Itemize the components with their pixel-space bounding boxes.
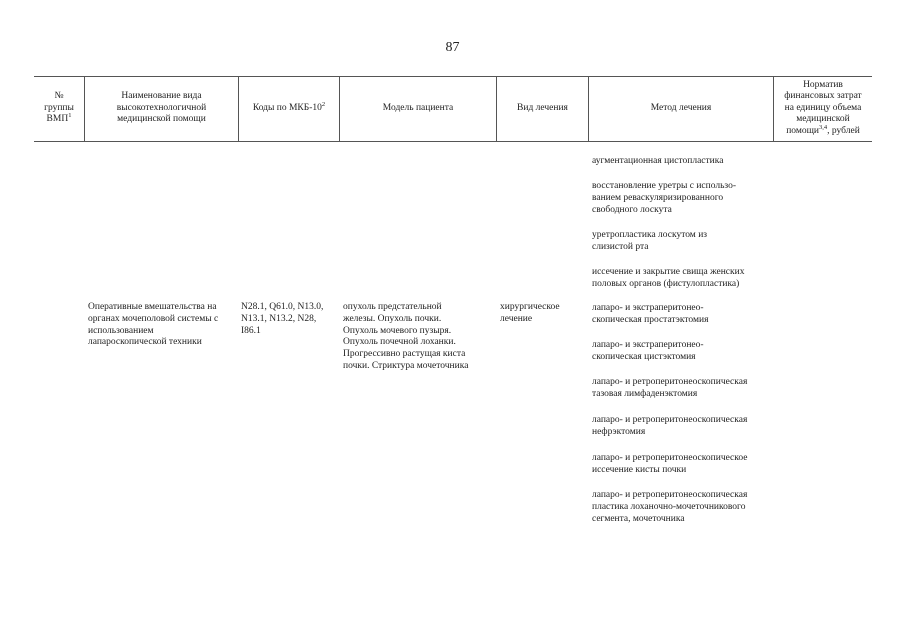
header-treatment-method: Метод лечения <box>650 102 712 113</box>
method-item: иссечение и закрытие свища женских половых органов (фистулопластика) <box>592 267 745 289</box>
method-item: восстановление уретры с использо- ванием реваскуляризированного свободного лоскута <box>592 181 737 215</box>
method-item: лапаро- и экстраперитонео- скопическая цистэктомия <box>592 340 704 362</box>
method-item: уретропластика лоскутом из слизистой рта <box>592 230 708 252</box>
table-header-bottom-rule <box>34 141 872 142</box>
header-group-number: № группы ВМП$^1$ <box>44 91 74 125</box>
method-item: лапаро- и экстраперитонео- скопическая простатэктомия <box>592 303 709 325</box>
method-item: лапаро- и ретроперитонеоскопическое иссечение кисты почки <box>592 453 748 475</box>
method-item: лапаро- и ретроперитонеоскопическая тазовая лимфаденэктомия <box>592 377 748 399</box>
patient-model-cell: опухоль предстательной железы. Опухоль почки. Опухоль мочевого пузыря. Опухоль почечной лоханки. Прогрессивно растущая киста почки. Стриктура мочеточника <box>343 302 469 371</box>
treatment-type-cell: хирургическое лечение <box>500 302 560 324</box>
header-patient-model: Модель пациента <box>382 102 454 113</box>
header-care-type: Наименование вида высокотехнологичной медицинской помощи <box>116 91 207 125</box>
header-icd-codes: Коды по МКБ-$10^2$ <box>252 100 326 113</box>
icd-codes-cell: N28.1, Q61.0, N13.0, N13.1, N13.2, N28, I86.1 <box>241 302 324 336</box>
care-type-cell: Оперативные вмешательства на органах мочеполовой системы с использованием лапароскопической техники <box>88 302 219 348</box>
page-number: 87 <box>445 40 460 55</box>
method-item: лапаро- и ретроперитонеоскопическая пластика лоханочно-мочеточникового сегмента, мочеточника <box>592 490 748 524</box>
method-item: аугментационная цистопластика <box>592 156 724 166</box>
method-item: лапаро- и ретроперитонеоскопическая нефрэктомия <box>592 415 748 437</box>
header-cost-standard: Норматив финансовых затрат на единицу объема медицинской помощи$^{3,4}$, рублей <box>784 79 862 136</box>
header-treatment-type: Вид лечения <box>517 102 568 113</box>
